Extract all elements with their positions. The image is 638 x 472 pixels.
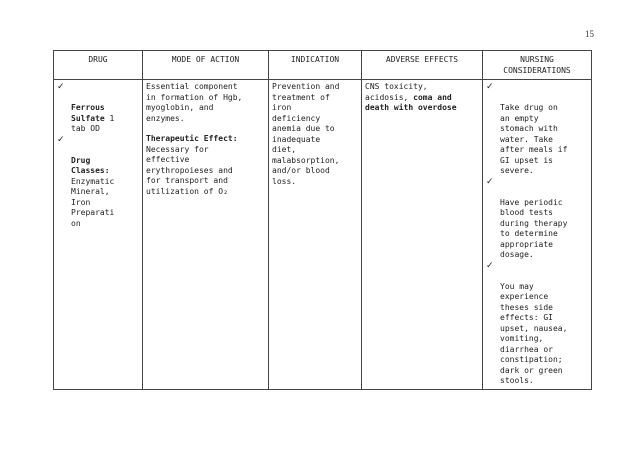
drug-class-value: Enzymatic Mineral, Iron Preparati on	[71, 176, 115, 228]
therapeutic-effect-label: Therapeutic Effect:	[146, 134, 238, 143]
adverse-effects-bold-text: coma and death with overdose	[365, 92, 457, 112]
list-item	[486, 177, 588, 261]
indication-text: Prevention and treatment of iron deficiency anemia due to inadequate diet, malabsorption, and/or blood loss.	[272, 82, 340, 186]
check-icon: ✓	[57, 134, 65, 145]
header-indication: INDICATION	[269, 51, 362, 80]
header-adverse-effects: ADVERSE EFFECTS	[362, 51, 483, 80]
header-nursing-considerations: NURSING CONSIDERATIONS	[483, 51, 592, 80]
nursing-item: Take drug on an empty stomach with water. Take after meals if GI upset is severe.	[500, 103, 568, 175]
check-icon: ✓	[57, 82, 65, 92]
adverse-effects-cell	[362, 80, 483, 390]
list-item	[486, 82, 588, 177]
drug-table	[53, 50, 592, 390]
nursing-item: Have periodic blood tests during therapy to determine appropriate dosage.	[500, 197, 568, 259]
mode-of-action-cell	[143, 80, 269, 390]
table-header-row	[54, 51, 592, 80]
nursing-item: You may experience theses side effects: GI upset, nausea, vomiting, diarrhea or constipation; dark or green stools.	[500, 281, 568, 385]
spacer	[146, 124, 265, 134]
page-number: 15	[585, 29, 594, 39]
adverse-effects-text: CNS toxicity, acidosis,	[365, 82, 428, 102]
check-icon: ✓	[486, 82, 494, 92]
check-icon: ✓	[486, 260, 494, 271]
check-icon: ✓	[486, 176, 494, 187]
nursing-cell	[483, 80, 592, 390]
drug-name: Ferrous Sulfate	[71, 103, 105, 123]
nursing-list	[486, 82, 588, 387]
list-item	[486, 261, 588, 387]
therapeutic-effect-text: Necessary for effective erythropoieses and for transport and utilization of O₂	[146, 144, 233, 196]
list-item	[57, 82, 139, 135]
mode-of-action-text: Essential component in formation of Hgb, myoglobin, and enzymes.	[146, 82, 243, 123]
drug-cell	[54, 80, 143, 390]
list-item	[57, 135, 139, 177]
table-row	[54, 80, 592, 390]
drug-class-label: Drug Classes:	[71, 155, 110, 175]
header-drug: DRUG	[54, 51, 143, 80]
drug-list	[57, 82, 139, 177]
indication-cell	[269, 80, 362, 390]
drug-dose: 1 tab OD	[71, 113, 115, 133]
header-mode-of-action: MODE OF ACTION	[143, 51, 269, 80]
